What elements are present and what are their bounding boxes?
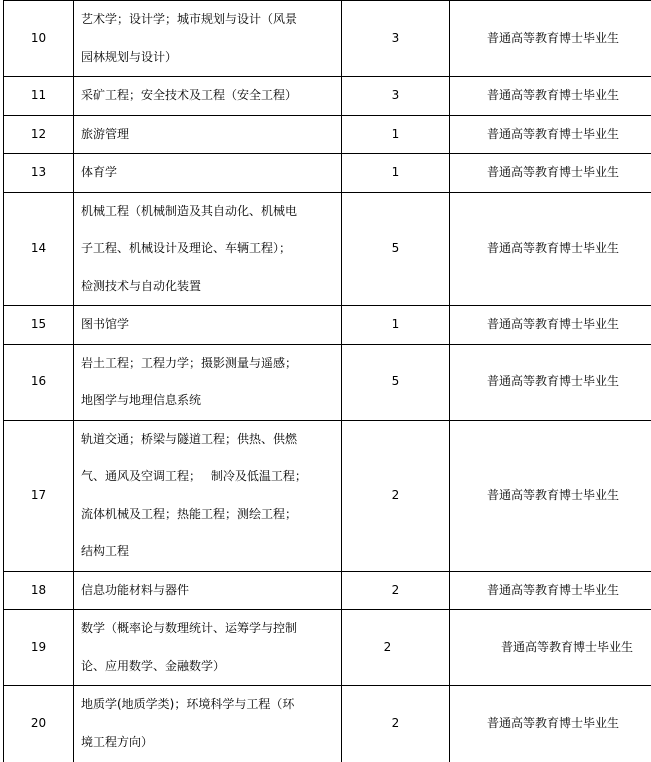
row-number: 14 xyxy=(4,192,74,306)
major-line: 流体机械及工程；热能工程；测绘工程； xyxy=(81,496,337,534)
count-cell: 5 xyxy=(342,192,450,306)
major-line: 地图学与地理信息系统 xyxy=(81,382,337,420)
major-line: 气、通风及空调工程； 制冷及低温工程； xyxy=(81,458,337,496)
requirement-cell: 普通高等教育博士毕业生 xyxy=(450,306,651,345)
table-row xyxy=(4,1,651,77)
major-line: 信息功能材料与器件 xyxy=(81,572,337,610)
major-line: 地质学(地质学类)；环境科学与工程（环 xyxy=(81,686,337,724)
major-cell xyxy=(74,571,342,610)
count-cell: 1 xyxy=(342,115,450,154)
count-cell: 2 xyxy=(342,420,450,571)
row-number: 13 xyxy=(4,154,74,193)
major-line: 轨道交通；桥梁与隧道工程；供热、供燃 xyxy=(81,421,337,459)
requirement-cell: 普通高等教育博士毕业生 xyxy=(450,77,651,116)
count-cell: 1 xyxy=(342,306,450,345)
requirement-cell: 普通高等教育博士毕业生 xyxy=(450,115,651,154)
requirement-cell xyxy=(450,610,651,686)
major-cell xyxy=(74,115,342,154)
major-cell xyxy=(74,77,342,116)
row-number: 17 xyxy=(4,420,74,571)
major-cell xyxy=(74,1,342,77)
major-cell xyxy=(74,686,342,762)
major-line: 检测技术与自动化装置 xyxy=(81,268,337,306)
major-line: 机械工程（机械制造及其自动化、机械电 xyxy=(81,193,337,231)
table-row xyxy=(4,344,651,420)
major-line: 论、应用数学、金融数学） xyxy=(81,648,337,686)
table-row xyxy=(4,571,651,610)
row-number: 15 xyxy=(4,306,74,345)
count-cell: 2 xyxy=(342,571,450,610)
count-cell: 1 xyxy=(342,154,450,193)
table-row xyxy=(4,686,651,762)
major-line: 园林规划与设计） xyxy=(81,39,337,77)
row-number: 10 xyxy=(4,1,74,77)
row-number: 20 xyxy=(4,686,74,762)
requirement-cell: 普通高等教育博士毕业生 xyxy=(450,344,651,420)
major-line: 岩土工程；工程力学；摄影测量与遥感； xyxy=(81,345,337,383)
count-cell: 3 xyxy=(342,77,450,116)
table-row xyxy=(4,77,651,116)
table-row xyxy=(4,192,651,306)
row-number: 19 xyxy=(4,610,74,686)
row-number: 18 xyxy=(4,571,74,610)
table-row xyxy=(4,610,651,686)
count-cell xyxy=(342,610,450,686)
major-line: 图书馆学 xyxy=(81,306,337,344)
major-line: 境工程方向） xyxy=(81,724,337,762)
requirement-value: 普通高等教育博士毕业生 xyxy=(501,629,633,667)
row-number: 12 xyxy=(4,115,74,154)
requirement-cell: 普通高等教育博士毕业生 xyxy=(450,686,651,762)
requirement-cell: 普通高等教育博士毕业生 xyxy=(450,571,651,610)
count-cell: 3 xyxy=(342,1,450,77)
count-cell: 5 xyxy=(342,344,450,420)
requirement-cell: 普通高等教育博士毕业生 xyxy=(450,154,651,193)
table-row xyxy=(4,115,651,154)
major-line: 数学（概率论与数理统计、运筹学与控制 xyxy=(81,610,337,648)
table-row xyxy=(4,306,651,345)
count-cell: 2 xyxy=(342,686,450,762)
major-cell xyxy=(74,344,342,420)
major-cell xyxy=(74,610,342,686)
row-number: 16 xyxy=(4,344,74,420)
major-line: 体育学 xyxy=(81,154,337,192)
requirement-cell: 普通高等教育博士毕业生 xyxy=(450,192,651,306)
requirement-cell: 普通高等教育博士毕业生 xyxy=(450,1,651,77)
table-row xyxy=(4,420,651,571)
major-line: 子工程、机械设计及理论、车辆工程）； xyxy=(81,230,337,268)
major-cell xyxy=(74,420,342,571)
major-line: 艺术学；设计学；城市规划与设计（风景 xyxy=(81,1,337,39)
major-cell xyxy=(74,306,342,345)
requirement-cell: 普通高等教育博士毕业生 xyxy=(450,420,651,571)
major-line: 结构工程 xyxy=(81,533,337,571)
major-line: 采矿工程；安全技术及工程（安全工程） xyxy=(81,77,337,115)
recruitment-table xyxy=(3,0,651,762)
major-cell xyxy=(74,192,342,306)
count-value: 2 xyxy=(384,629,392,667)
table-row xyxy=(4,154,651,193)
major-line: 旅游管理 xyxy=(81,116,337,154)
row-number: 11 xyxy=(4,77,74,116)
major-cell xyxy=(74,154,342,193)
